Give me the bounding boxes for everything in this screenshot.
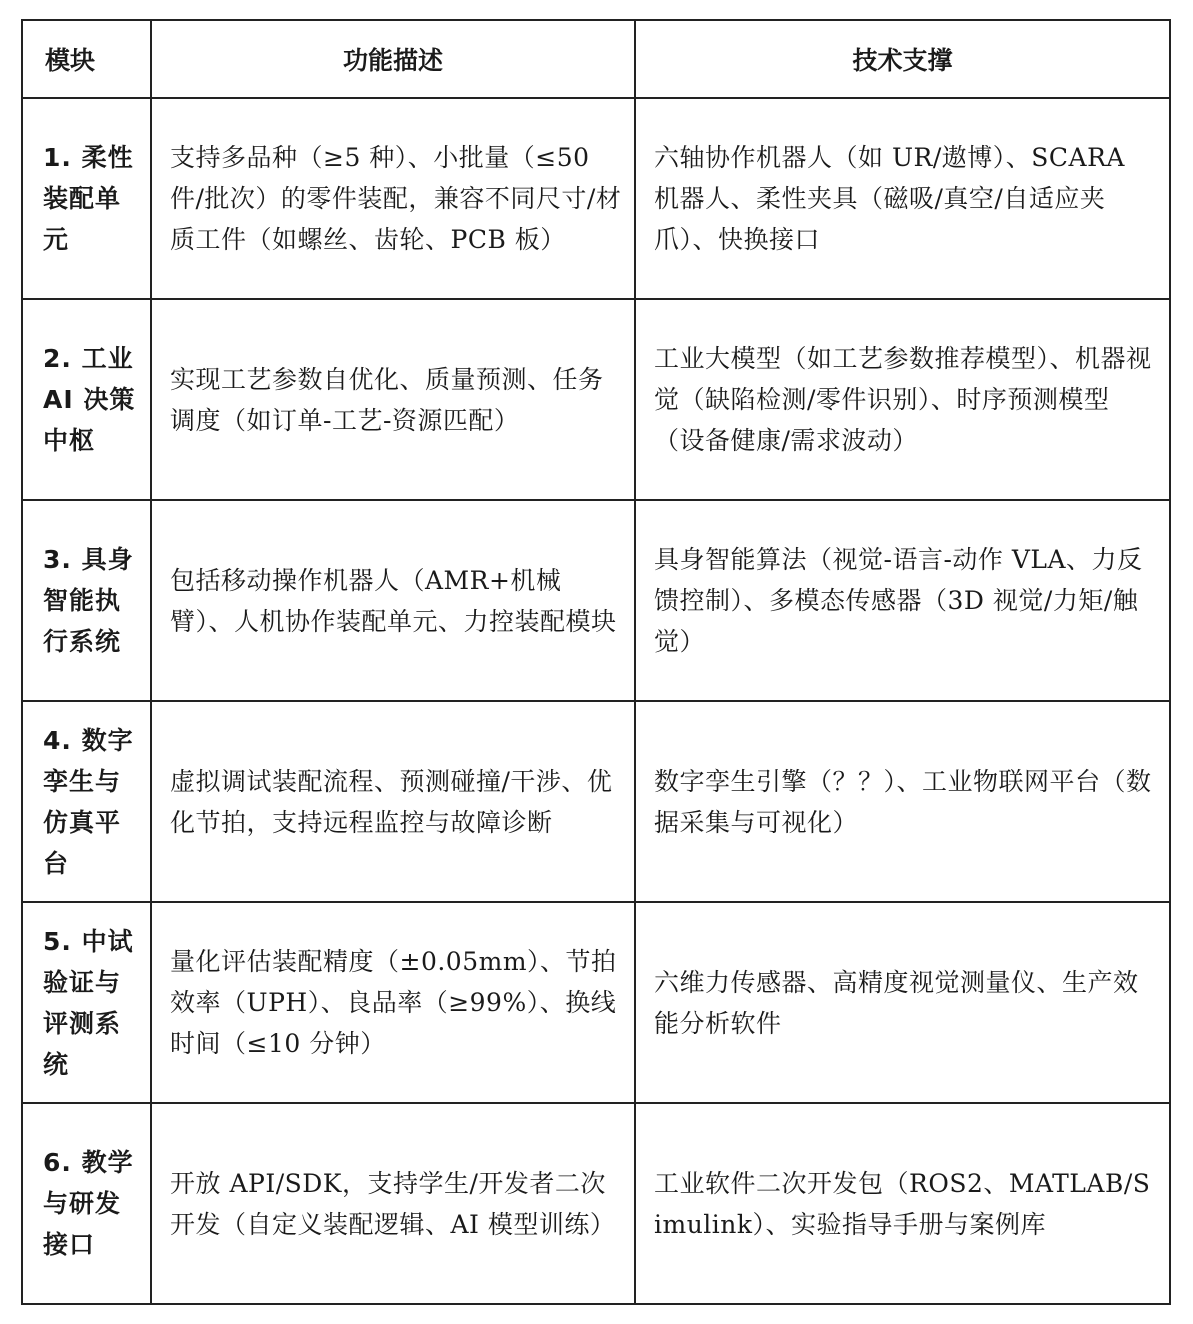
table-header-row	[22, 20, 1170, 98]
header-module: 模块	[22, 20, 151, 98]
module-cell	[22, 701, 151, 902]
tech-text: 数字孪生引擎（？？）、工业物联网平台（数据采集与可视化）	[654, 766, 1152, 837]
header-tech: 技术支撑	[635, 20, 1170, 98]
module-name: 6. 教学与研发接口	[43, 1148, 134, 1259]
function-text: 包括移动操作机器人（AMR+机械臂）、人机协作装配单元、力控装配模块	[170, 565, 617, 636]
function-text: 支持多品种（≥5 种）、小批量（≤50 件/批次）的零件装配，兼容不同尺寸/材质工件（如螺丝、齿轮、PCB 板）	[170, 143, 622, 254]
tech-cell	[635, 701, 1170, 902]
tech-cell	[635, 500, 1170, 701]
module-cell	[22, 500, 151, 701]
module-name: 4. 数字孪生与仿真平台	[43, 725, 134, 878]
tech-text: 具身智能算法（视觉-语言-动作 VLA、力反馈控制）、多模态传感器（3D 视觉/力矩/触觉）	[654, 545, 1143, 656]
module-name: 2. 工业 AI 决策中枢	[43, 344, 136, 455]
function-text: 开放 API/SDK，支持学生/开发者二次开发（自定义装配逻辑、AI 模型训练）	[170, 1168, 616, 1239]
tech-cell	[635, 1103, 1170, 1304]
tech-cell	[635, 902, 1170, 1103]
module-cell	[22, 1103, 151, 1304]
module-table	[21, 19, 1171, 1305]
module-cell	[22, 902, 151, 1103]
function-text: 虚拟调试装配流程、预测碰撞/干涉、优化节拍，支持远程监控与故障诊断	[170, 766, 613, 837]
table-row	[22, 701, 1170, 902]
module-cell	[22, 299, 151, 500]
module-name: 5. 中试验证与评测系统	[43, 926, 134, 1079]
tech-text: 六轴协作机器人（如 UR/遨博）、SCARA 机器人、柔性夹具（磁吸/真空/自适应夹爪）、快换接口	[654, 143, 1125, 254]
table-row	[22, 500, 1170, 701]
function-cell	[151, 902, 635, 1103]
tech-cell	[635, 299, 1170, 500]
function-cell	[151, 98, 635, 299]
function-cell	[151, 1103, 635, 1304]
table-row	[22, 299, 1170, 500]
function-text: 量化评估装配精度（±0.05mm）、节拍效率（UPH）、良品率（≥99%）、换线时间（≤10 分钟）	[170, 947, 617, 1058]
function-cell	[151, 701, 635, 902]
table-row	[22, 902, 1170, 1103]
function-cell	[151, 500, 635, 701]
module-cell	[22, 98, 151, 299]
tech-text: 工业软件二次开发包（ROS2、MATLAB/Simulink）、实验指导手册与案例库	[654, 1168, 1151, 1239]
tech-text: 六维力传感器、高精度视觉测量仪、生产效能分析软件	[654, 967, 1139, 1038]
table-row	[22, 1103, 1170, 1304]
module-name: 1. 柔性装配单元	[43, 143, 134, 254]
function-text: 实现工艺参数自优化、质量预测、任务调度（如订单-工艺-资源匹配）	[170, 364, 604, 435]
module-name: 3. 具身智能执行系统	[43, 545, 134, 656]
function-cell	[151, 299, 635, 500]
header-function: 功能描述	[151, 20, 635, 98]
tech-cell	[635, 98, 1170, 299]
module-table-container	[21, 19, 1169, 1305]
tech-text: 工业大模型（如工艺参数推荐模型）、机器视觉（缺陷检测/零件识别）、时序预测模型（设备健康/需求波动）	[654, 344, 1152, 455]
table-row	[22, 98, 1170, 299]
